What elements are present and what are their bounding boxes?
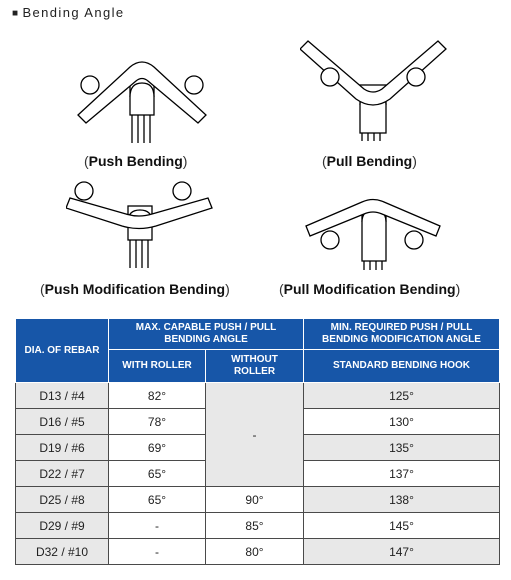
push-bending-caption: (Push Bending) — [84, 153, 188, 169]
cell-with-roller: 82° — [109, 383, 206, 409]
cell-hook: 147° — [304, 539, 500, 565]
cell-hook: 138° — [304, 487, 500, 513]
cell-hook: 130° — [304, 409, 500, 435]
cell-with-roller: 69° — [109, 435, 206, 461]
cell-without-roller-merged: - — [206, 383, 304, 487]
cell-hook: 135° — [304, 435, 500, 461]
table-header-row — [16, 319, 500, 350]
push-bending-diagram — [70, 55, 220, 150]
cell-hook: 125° — [304, 383, 500, 409]
header-min-modification-angle: MIN. REQUIRED PUSH / PULL BENDING MODIFICATION ANGLE — [304, 319, 500, 350]
table-row — [16, 513, 500, 539]
cell-hook: 137° — [304, 461, 500, 487]
cell-without-roller: 85° — [206, 513, 304, 539]
cell-dia: D25 / #8 — [16, 487, 109, 513]
cell-dia: D19 / #6 — [16, 435, 109, 461]
section-title — [12, 5, 125, 20]
header-standard-bending-hook: STANDARD BENDING HOOK — [304, 350, 500, 383]
cell-dia: D32 / #10 — [16, 539, 109, 565]
pull-modification-diagram — [300, 188, 450, 273]
cell-with-roller: - — [109, 539, 206, 565]
cell-dia: D29 / #9 — [16, 513, 109, 539]
pull-bending-caption: (Pull Bending) — [322, 153, 417, 169]
table-row — [16, 539, 500, 565]
section-title-text: Bending Angle — [22, 5, 125, 20]
table-row — [16, 487, 500, 513]
cell-with-roller: 65° — [109, 487, 206, 513]
header-without-roller: WITHOUT ROLLER — [206, 350, 304, 383]
cell-with-roller: - — [109, 513, 206, 539]
cell-without-roller: 90° — [206, 487, 304, 513]
cell-dia: D16 / #5 — [16, 409, 109, 435]
cell-with-roller: 65° — [109, 461, 206, 487]
header-dia-of-rebar: DIA. OF REBAR — [16, 319, 109, 383]
table-row — [16, 383, 500, 409]
header-with-roller: WITH ROLLER — [109, 350, 206, 383]
push-modification-caption: (Push Modification Bending) — [40, 281, 230, 297]
cell-without-roller: 80° — [206, 539, 304, 565]
header-max-bending-angle: MAX. CAPABLE PUSH / PULL BENDING ANGLE — [109, 319, 304, 350]
cell-dia: D22 / #7 — [16, 461, 109, 487]
bending-angle-table — [15, 318, 500, 565]
cell-hook: 145° — [304, 513, 500, 539]
cell-with-roller: 78° — [109, 409, 206, 435]
pull-modification-caption: (Pull Modification Bending) — [279, 281, 461, 297]
cell-dia: D13 / #4 — [16, 383, 109, 409]
square-bullet-icon: ■ — [12, 8, 20, 19]
pull-bending-diagram — [300, 33, 450, 148]
push-modification-diagram — [66, 178, 216, 273]
